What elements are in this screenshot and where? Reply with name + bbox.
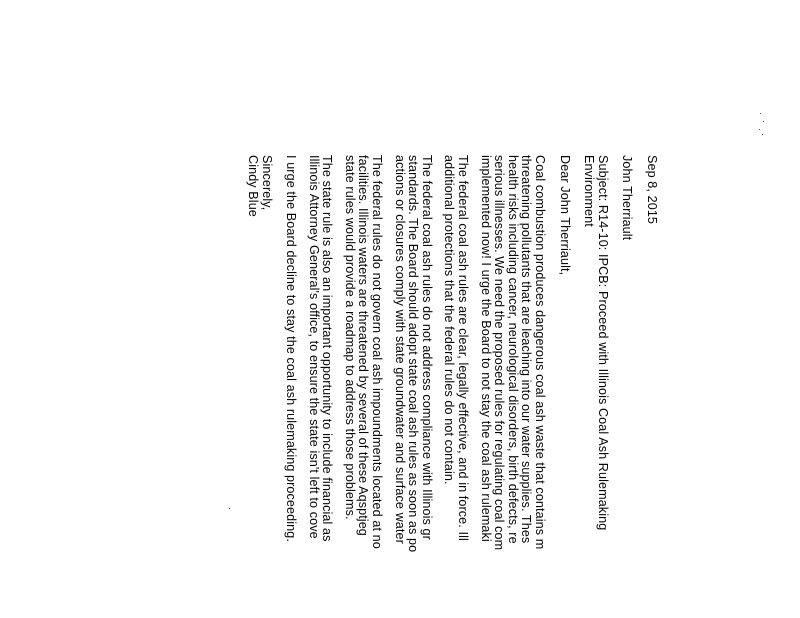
paragraph-3-line: The federal coal ash rules do not address compliance with Illinois gr <box>419 155 434 540</box>
paragraph-5-line: Illinois Attorney General's office, to ensure the state isn't left to cove <box>306 155 321 539</box>
paragraph-4-line: The federal rules do not govern coal ash impoundments located at no <box>370 155 385 549</box>
letter-subject-line-1: Subject: R14-10: IPCB: Proceed with Illinois Coal Ash Rulemaking <box>595 155 610 531</box>
paragraph-1-line: Coal combustion produces dangerous coal ash waste that contains m <box>533 155 548 550</box>
paragraph-1-line: threatening pollutants that are leaching into our water supplies. Thes <box>519 155 534 544</box>
letter-date: Sep 8, 2015 <box>645 155 659 225</box>
paragraph-2-line: The federal coal ash rules are clear, legally effective, and in force. Ill <box>456 155 471 541</box>
paragraph-3-line: standards. The Board should adopt state coal ash rules as soon as po <box>406 155 421 553</box>
letter-subject-line-2: Environment <box>582 155 597 227</box>
scan-speck <box>760 113 761 114</box>
paragraph-4-line: facilities. Illinois waters are threatened by several of these Aqsptjeg <box>356 155 371 536</box>
scan-speck <box>229 508 230 509</box>
paragraph-5-line: The state rule is also an important opportunity to include financial as <box>320 155 335 542</box>
paragraph-1-line: health risks including cancer, neurological disorders, birth defects, re <box>505 155 520 544</box>
paragraph-2-line: additional protections that the federal rules do not contain. <box>442 155 457 485</box>
paragraph-4-line: state rules would provide a roadmap to address those problems. <box>342 155 357 520</box>
scan-speck <box>762 134 763 135</box>
rotated-letter <box>245 155 658 618</box>
letter-closing: Sincerely, <box>259 155 274 211</box>
paragraph-1-line: implemented now! I urge the Board to not stay the coal ash rulemaki <box>478 155 493 542</box>
paragraph-6-line: I urge the Board decline to stay the coal ash rulemaking proceeding. <box>284 155 299 542</box>
letter-recipient: John Therriault <box>620 155 635 241</box>
paragraph-1-line: serious illnesses. We need the proposed rules for regulating coal com <box>492 155 507 551</box>
scan-speck <box>759 129 760 130</box>
scan-speck <box>763 121 764 122</box>
letter-salutation: Dear John Therriault, <box>557 155 572 276</box>
letter-signature: Cindy Blue <box>245 155 260 217</box>
paragraph-3-line: actions or closures comply with state groundwater and surface water <box>392 155 407 544</box>
